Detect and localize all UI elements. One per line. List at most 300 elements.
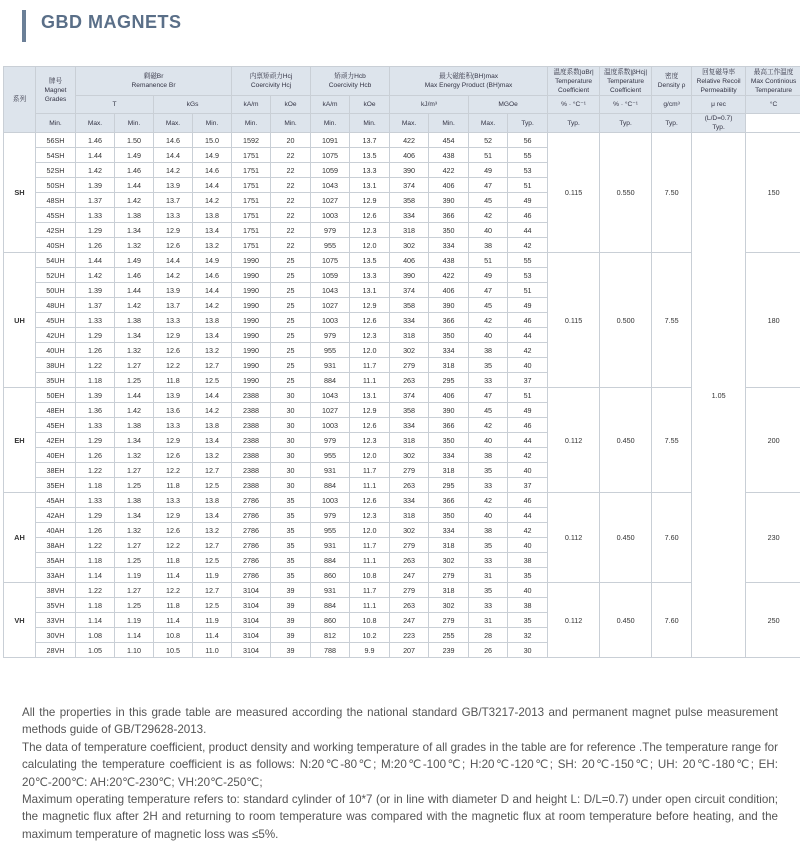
value-cell: 884 — [311, 373, 350, 388]
value-cell: 14.4 — [193, 388, 232, 403]
table-row — [4, 583, 800, 598]
value-cell: 1.10 — [115, 643, 154, 658]
value-cell: 40 — [508, 463, 548, 478]
value-cell: 955 — [311, 448, 350, 463]
minmax-cell: Max. — [154, 114, 193, 133]
value-cell: 3104 — [232, 598, 271, 613]
value-cell: 35 — [508, 568, 548, 583]
value-cell: 11.1 — [350, 598, 390, 613]
value-cell: 22 — [271, 163, 311, 178]
value-cell: 11.9 — [193, 568, 232, 583]
value-cell: 1.44 — [115, 388, 154, 403]
value-cell: 25 — [271, 253, 311, 268]
value-cell: 1.19 — [115, 613, 154, 628]
value-cell: 1091 — [311, 133, 350, 148]
value-cell: 33 — [469, 598, 508, 613]
value-cell: 35 — [271, 508, 311, 523]
value-cell: 13.7 — [154, 193, 193, 208]
value-cell: 1.34 — [115, 223, 154, 238]
value-cell: 390 — [390, 268, 429, 283]
value-cell: 13.8 — [193, 493, 232, 508]
value-cell: 13.5 — [350, 253, 390, 268]
minmax-cell: Max. — [76, 114, 115, 133]
minmax-cell: Min. — [193, 114, 232, 133]
value-cell: 22 — [271, 148, 311, 163]
value-cell: 1075 — [311, 253, 350, 268]
value-cell: 40 — [469, 433, 508, 448]
note-paragraph: The data of temperature coefficient, product density and working temperature of all grades in the table are for reference .The temperature range for calculating the temperature coefficient is as follows: N:20℃-80℃; M:20℃-100℃; H:20℃-120℃; SH: 20℃-150℃; UH: 20℃-180℃; EH: 20℃-200℃: AH:20℃-230℃; VH:20℃-250℃; — [22, 740, 778, 789]
value-cell: 1990 — [232, 268, 271, 283]
table-row — [4, 133, 800, 148]
minmax-cell: Max. — [390, 114, 429, 133]
value-cell: 35 — [271, 523, 311, 538]
value-cell: 12.7 — [193, 538, 232, 553]
hcb-header: 矫顽力Hcb Coercivity Hcb — [311, 67, 390, 96]
value-cell: 884 — [311, 598, 350, 613]
value-cell: 318 — [429, 463, 469, 478]
value-cell: 52 — [469, 133, 508, 148]
value-cell: 955 — [311, 343, 350, 358]
value-cell: 45 — [469, 403, 508, 418]
series-cell: UH — [4, 253, 36, 388]
hcj-coef-cell: 0.450 — [600, 583, 652, 658]
grade-cell: 38AH — [36, 538, 76, 553]
value-cell: 14.2 — [193, 193, 232, 208]
value-cell: 1003 — [311, 493, 350, 508]
value-cell: 1.46 — [76, 133, 115, 148]
value-cell: 14.4 — [193, 283, 232, 298]
value-cell: 374 — [390, 283, 429, 298]
value-cell: 11.8 — [154, 598, 193, 613]
temp-cell: 250 — [746, 583, 800, 658]
value-cell: 1.39 — [76, 388, 115, 403]
value-cell: 42 — [469, 418, 508, 433]
value-cell: 1751 — [232, 148, 271, 163]
value-cell: 49 — [469, 163, 508, 178]
value-cell: 1.14 — [76, 568, 115, 583]
value-cell: 2786 — [232, 553, 271, 568]
value-cell: 1.18 — [76, 553, 115, 568]
value-cell: 1990 — [232, 373, 271, 388]
value-cell: 25 — [271, 298, 311, 313]
value-cell: 884 — [311, 553, 350, 568]
grade-cell: 48EH — [36, 403, 76, 418]
grade-cell: 42SH — [36, 223, 76, 238]
value-cell: 1.22 — [76, 463, 115, 478]
value-cell: 1.32 — [115, 523, 154, 538]
value-cell: 30 — [271, 388, 311, 403]
value-cell: 1.37 — [76, 298, 115, 313]
br-header: 剩磁Br Remanence Br — [76, 67, 232, 96]
value-cell: 1.32 — [115, 238, 154, 253]
temp-cell: 180 — [746, 253, 800, 388]
value-cell: 1003 — [311, 313, 350, 328]
value-cell: 318 — [390, 508, 429, 523]
value-cell: 1990 — [232, 313, 271, 328]
value-cell: 334 — [390, 208, 429, 223]
minmax-cell: Min. — [36, 114, 76, 133]
value-cell: 11.7 — [350, 463, 390, 478]
value-cell: 406 — [390, 253, 429, 268]
grade-cell: 35VH — [36, 598, 76, 613]
value-cell: 38 — [508, 553, 548, 568]
value-cell: 11.7 — [350, 358, 390, 373]
value-cell: 12.7 — [193, 358, 232, 373]
value-cell: 10.8 — [350, 568, 390, 583]
value-cell: 39 — [271, 628, 311, 643]
value-cell: 35 — [271, 568, 311, 583]
minmax-row — [4, 114, 800, 133]
value-cell: 1.38 — [115, 493, 154, 508]
value-cell: 46 — [508, 313, 548, 328]
value-cell: 279 — [390, 538, 429, 553]
value-cell: 31 — [469, 613, 508, 628]
value-cell: 1.34 — [115, 328, 154, 343]
value-cell: 33 — [469, 478, 508, 493]
value-cell: 44 — [508, 223, 548, 238]
value-cell: 12.6 — [154, 448, 193, 463]
value-cell: 25 — [271, 268, 311, 283]
value-cell: 979 — [311, 328, 350, 343]
value-cell: 12.6 — [350, 313, 390, 328]
value-cell: 11.1 — [350, 373, 390, 388]
value-cell: 44 — [508, 433, 548, 448]
value-cell: 1059 — [311, 268, 350, 283]
grade-cell: 40AH — [36, 523, 76, 538]
value-cell: 13.3 — [350, 268, 390, 283]
value-cell: 13.3 — [154, 418, 193, 433]
value-cell: 42 — [508, 448, 548, 463]
unit-cell: kOe — [350, 96, 390, 114]
grade-cell: 45UH — [36, 313, 76, 328]
value-cell: 1990 — [232, 253, 271, 268]
value-cell: 39 — [271, 643, 311, 658]
bhmax-header: 最大磁能积(BH)max Max Energy Product (BH)max — [390, 67, 548, 96]
value-cell: 9.9 — [350, 643, 390, 658]
value-cell: 860 — [311, 568, 350, 583]
value-cell: 11.1 — [350, 478, 390, 493]
value-cell: 11.8 — [154, 478, 193, 493]
grade-cell: 50SH — [36, 178, 76, 193]
value-cell: 279 — [429, 613, 469, 628]
value-cell: 979 — [311, 433, 350, 448]
value-cell: 1.38 — [115, 313, 154, 328]
grade-cell: 40EH — [36, 448, 76, 463]
value-cell: 51 — [469, 253, 508, 268]
value-cell: 39 — [271, 583, 311, 598]
value-cell: 358 — [390, 403, 429, 418]
value-cell: 223 — [390, 628, 429, 643]
value-cell: 3104 — [232, 583, 271, 598]
value-cell: 1.34 — [115, 508, 154, 523]
unit-cell: % · °C⁻¹ — [548, 96, 600, 114]
grade-cell: 35EH — [36, 478, 76, 493]
value-cell: 12.9 — [350, 193, 390, 208]
value-cell: 390 — [429, 403, 469, 418]
value-cell: 2388 — [232, 433, 271, 448]
value-cell: 1.05 — [76, 643, 115, 658]
value-cell: 26 — [469, 643, 508, 658]
value-cell: 35 — [271, 493, 311, 508]
value-cell: 302 — [390, 523, 429, 538]
value-cell: 279 — [390, 583, 429, 598]
br-coef-cell: 0.115 — [548, 133, 600, 253]
value-cell: 1.08 — [76, 628, 115, 643]
value-cell: 22 — [271, 208, 311, 223]
value-cell: 49 — [508, 403, 548, 418]
value-cell: 1.49 — [115, 253, 154, 268]
value-cell: 11.4 — [154, 613, 193, 628]
value-cell: 302 — [390, 343, 429, 358]
grade-cell: 38EH — [36, 463, 76, 478]
value-cell: 14.4 — [193, 178, 232, 193]
value-cell: 1751 — [232, 163, 271, 178]
value-cell: 33 — [469, 553, 508, 568]
value-cell: 55 — [508, 253, 548, 268]
value-cell: 1751 — [232, 193, 271, 208]
value-cell: 1.14 — [76, 613, 115, 628]
value-cell: 44 — [508, 508, 548, 523]
unit-cell: μ rec — [692, 96, 746, 114]
value-cell: 12.9 — [154, 433, 193, 448]
value-cell: 374 — [390, 178, 429, 193]
value-cell: 1.25 — [115, 478, 154, 493]
value-cell: 12.6 — [154, 238, 193, 253]
value-cell: 12.6 — [154, 343, 193, 358]
value-cell: 14.2 — [193, 403, 232, 418]
series-cell: SH — [4, 133, 36, 253]
value-cell: 1.27 — [115, 358, 154, 373]
value-cell: 51 — [508, 388, 548, 403]
value-cell: 13.2 — [193, 448, 232, 463]
value-cell: 45 — [469, 298, 508, 313]
value-cell: 334 — [390, 418, 429, 433]
value-cell: 12.3 — [350, 328, 390, 343]
value-cell: 14.9 — [193, 148, 232, 163]
value-cell: 10.8 — [154, 628, 193, 643]
value-cell: 334 — [429, 238, 469, 253]
value-cell: 366 — [429, 313, 469, 328]
value-cell: 42 — [469, 493, 508, 508]
grade-cell: 33AH — [36, 568, 76, 583]
value-cell: 2388 — [232, 388, 271, 403]
value-cell: 406 — [429, 388, 469, 403]
value-cell: 263 — [390, 478, 429, 493]
density-cell: 7.55 — [652, 388, 692, 493]
value-cell: 12.0 — [350, 523, 390, 538]
grade-cell: 45AH — [36, 493, 76, 508]
value-cell: 22 — [271, 193, 311, 208]
table-header — [4, 67, 800, 133]
value-cell: 955 — [311, 238, 350, 253]
value-cell: 788 — [311, 643, 350, 658]
value-cell: 422 — [429, 163, 469, 178]
density-cell: 7.50 — [652, 133, 692, 253]
value-cell: 25 — [271, 343, 311, 358]
page-title: GBD MAGNETS — [41, 12, 182, 32]
value-cell: 1.42 — [115, 298, 154, 313]
value-cell: 955 — [311, 523, 350, 538]
value-cell: 12.2 — [154, 463, 193, 478]
value-cell: 1.44 — [76, 148, 115, 163]
grade-cell: 45EH — [36, 418, 76, 433]
value-cell: 30 — [271, 448, 311, 463]
value-cell: 35 — [271, 553, 311, 568]
value-cell: 1.44 — [115, 178, 154, 193]
value-cell: 25 — [271, 358, 311, 373]
grade-cell: 54UH — [36, 253, 76, 268]
value-cell: 255 — [429, 628, 469, 643]
value-cell: 39 — [271, 598, 311, 613]
value-cell: 2388 — [232, 463, 271, 478]
value-cell: 35 — [469, 538, 508, 553]
grade-cell: 54SH — [36, 148, 76, 163]
value-cell: 1043 — [311, 388, 350, 403]
value-cell: 14.9 — [193, 253, 232, 268]
value-cell: 46 — [508, 493, 548, 508]
value-cell: 1.44 — [76, 253, 115, 268]
grade-cell: 30VH — [36, 628, 76, 643]
value-cell: 374 — [390, 388, 429, 403]
value-cell: 30 — [271, 418, 311, 433]
density-cell: 7.55 — [652, 253, 692, 388]
value-cell: 12.2 — [154, 358, 193, 373]
value-cell: 2388 — [232, 403, 271, 418]
value-cell: 1.33 — [76, 493, 115, 508]
value-cell: 11.8 — [154, 553, 193, 568]
br-coef-cell: 0.112 — [548, 583, 600, 658]
value-cell: 1027 — [311, 298, 350, 313]
grade-cell: 33VH — [36, 613, 76, 628]
value-cell: 40 — [508, 358, 548, 373]
value-cell: 884 — [311, 478, 350, 493]
value-cell: 263 — [390, 373, 429, 388]
br-coef-cell: 0.112 — [548, 493, 600, 583]
value-cell: 302 — [429, 553, 469, 568]
value-cell: 13.8 — [193, 313, 232, 328]
value-cell: 1.33 — [76, 313, 115, 328]
value-cell: 12.0 — [350, 448, 390, 463]
value-cell: 12.5 — [193, 373, 232, 388]
value-cell: 318 — [429, 358, 469, 373]
value-cell: 1.33 — [76, 208, 115, 223]
value-cell: 3104 — [232, 643, 271, 658]
value-cell: 1.42 — [76, 163, 115, 178]
value-cell: 1.39 — [76, 283, 115, 298]
value-cell: 13.3 — [350, 163, 390, 178]
value-cell: 13.8 — [193, 208, 232, 223]
temp-typ-cell: (L/D=0.7) Typ. — [692, 114, 746, 133]
value-cell: 40 — [469, 223, 508, 238]
minmax-cell: Max. — [469, 114, 508, 133]
value-cell: 812 — [311, 628, 350, 643]
value-cell: 11.8 — [154, 373, 193, 388]
recoil-header: 回复磁导率 Relative Recoil Permeability — [692, 67, 746, 96]
value-cell: 1043 — [311, 283, 350, 298]
value-cell: 38 — [469, 523, 508, 538]
density-header: 密度 Density ρ — [652, 67, 692, 96]
unit-cell: kOe — [271, 96, 311, 114]
value-cell: 3104 — [232, 628, 271, 643]
value-cell: 20 — [271, 133, 311, 148]
value-cell: 14.6 — [193, 163, 232, 178]
temp-cell: 150 — [746, 133, 800, 253]
value-cell: 438 — [429, 148, 469, 163]
value-cell: 42 — [469, 208, 508, 223]
note-paragraph: Maximum operating temperature refers to: standard cylinder of 10*7 (or in line with diameter D and height L: D/L=0.7) under open circuit condition; the magnetic flux after 2H and returning to room temperature was compared with the magnetic flux at room temperature before heating, and the maximum temperature of magnetic loss was ≤5%. — [22, 793, 778, 841]
hcj-coef-cell: 0.550 — [600, 133, 652, 253]
value-cell: 12.0 — [350, 238, 390, 253]
value-cell: 14.2 — [154, 268, 193, 283]
value-cell: 318 — [390, 433, 429, 448]
value-cell: 279 — [390, 358, 429, 373]
value-cell: 53 — [508, 268, 548, 283]
value-cell: 13.2 — [193, 343, 232, 358]
value-cell: 14.4 — [154, 148, 193, 163]
value-cell: 1027 — [311, 403, 350, 418]
value-cell: 1751 — [232, 238, 271, 253]
value-cell: 12.6 — [350, 208, 390, 223]
series-cell: EH — [4, 388, 36, 493]
value-cell: 366 — [429, 208, 469, 223]
accent-bar — [22, 10, 26, 42]
value-cell: 49 — [508, 298, 548, 313]
value-cell: 13.9 — [154, 388, 193, 403]
value-cell: 11.4 — [193, 628, 232, 643]
value-cell: 1.29 — [76, 223, 115, 238]
value-cell: 13.3 — [154, 208, 193, 223]
value-cell: 2786 — [232, 538, 271, 553]
value-cell: 358 — [390, 193, 429, 208]
value-cell: 239 — [429, 643, 469, 658]
value-cell: 1.29 — [76, 508, 115, 523]
value-cell: 12.3 — [350, 223, 390, 238]
series-header: 系列 — [4, 67, 36, 133]
value-cell: 1.29 — [76, 328, 115, 343]
temp-cell: 230 — [746, 493, 800, 583]
value-cell: 1059 — [311, 163, 350, 178]
hcj-coef-header: 温度系数|βHcj| Temperature Coefficient — [600, 67, 652, 96]
value-cell: 13.4 — [193, 508, 232, 523]
value-cell: 30 — [271, 403, 311, 418]
value-cell: 406 — [429, 283, 469, 298]
value-cell: 1.49 — [115, 148, 154, 163]
value-cell: 318 — [390, 328, 429, 343]
value-cell: 13.1 — [350, 388, 390, 403]
value-cell: 40 — [469, 508, 508, 523]
hcj-header: 内禀矫顽力Hcj Coercivity Hcj — [232, 67, 311, 96]
value-cell: 12.2 — [154, 538, 193, 553]
value-cell: 10.2 — [350, 628, 390, 643]
value-cell: 390 — [390, 163, 429, 178]
value-cell: 42 — [508, 343, 548, 358]
value-cell: 1990 — [232, 343, 271, 358]
value-cell: 12.6 — [350, 493, 390, 508]
value-cell: 1.38 — [115, 418, 154, 433]
value-cell: 1.25 — [115, 553, 154, 568]
value-cell: 3104 — [232, 613, 271, 628]
value-cell: 12.9 — [350, 403, 390, 418]
value-cell: 25 — [271, 373, 311, 388]
series-cell: AH — [4, 493, 36, 583]
value-cell: 1027 — [311, 193, 350, 208]
value-cell: 35 — [469, 583, 508, 598]
value-cell: 1.27 — [115, 463, 154, 478]
value-cell: 12.9 — [154, 328, 193, 343]
unit-cell: kJ/m³ — [390, 96, 469, 114]
value-cell: 11.0 — [193, 643, 232, 658]
grade-header: 牌号 Magnet Grades — [36, 67, 76, 114]
